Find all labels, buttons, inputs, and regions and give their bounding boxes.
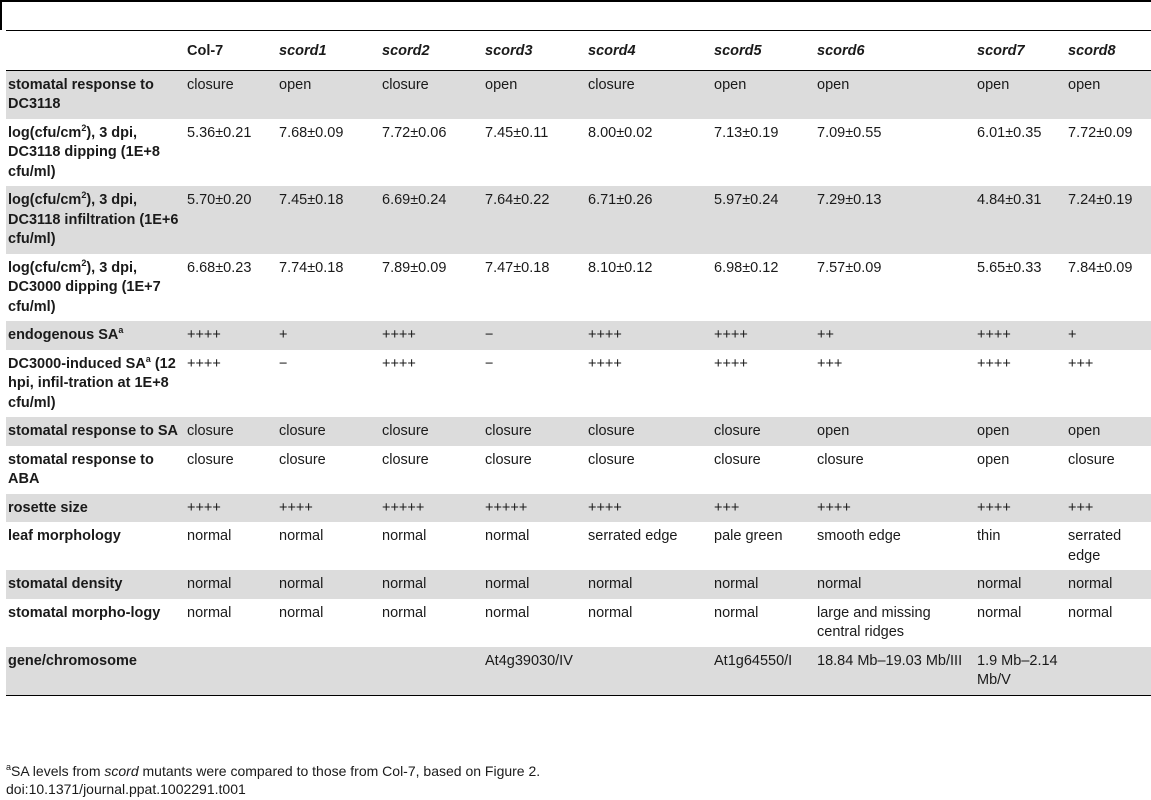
table-cell: ++++	[184, 321, 276, 350]
table-cell: 7.13±0.19	[714, 124, 779, 141]
table-cell: normal	[711, 570, 814, 599]
corner-header	[6, 31, 184, 70]
table-cell: 7.89±0.09	[382, 259, 447, 276]
table-header-row	[6, 31, 1151, 70]
table-cell: closure	[1068, 451, 1115, 468]
table-cell: normal	[585, 570, 711, 599]
table-cell: ++++	[187, 355, 221, 372]
table-cell: 7.72±0.06	[382, 124, 447, 141]
table-cell: normal	[382, 604, 427, 621]
row-label: stomatal response to ABA	[8, 451, 154, 487]
table-cell: normal	[279, 604, 324, 621]
table-cell: ++	[814, 321, 974, 350]
table-cell: pale green	[714, 528, 783, 544]
table-cell: 7.47±0.18	[485, 259, 550, 276]
table-cell: ++++	[714, 355, 748, 372]
table-row	[6, 119, 1151, 187]
table-cell: closure	[382, 451, 429, 468]
table-cell: closure	[588, 451, 635, 468]
column-header-scord3: scord3	[485, 43, 533, 59]
table-cell: closure	[187, 451, 234, 468]
table-cell: open	[1065, 70, 1151, 119]
table-body	[6, 70, 1151, 695]
table-row	[6, 570, 1151, 599]
column-header-col-7: Col-7	[187, 43, 224, 59]
column-header-scord2: scord2	[382, 43, 430, 59]
table-cell: normal	[482, 570, 585, 599]
table-cell: 7.64±0.22	[482, 186, 585, 254]
table-cell	[184, 647, 276, 696]
table-row	[6, 321, 1151, 350]
table-cell: serrated edge	[588, 528, 678, 544]
table-cell: closure	[184, 70, 276, 119]
table-cell: normal	[714, 604, 759, 621]
table-cell: normal	[187, 604, 232, 621]
table-row	[6, 522, 1151, 570]
table-cell: closure	[379, 417, 482, 446]
table-cell: 1.9 Mb–2.14 Mb/V	[974, 647, 1065, 696]
table-cell: 8.10±0.12	[588, 259, 653, 276]
table-row	[6, 350, 1151, 418]
table-cell: 7.24±0.19	[1065, 186, 1151, 254]
table-cell: normal	[382, 528, 427, 544]
table-cell: normal	[814, 570, 974, 599]
table-row	[6, 70, 1151, 119]
column-header-scord1: scord1	[279, 43, 327, 59]
table-cell: closure	[585, 417, 711, 446]
table-cell: 4.84±0.31	[974, 186, 1065, 254]
table-cell: ++++	[276, 494, 379, 523]
table-cell: closure	[184, 417, 276, 446]
column-header-scord4: scord4	[588, 43, 636, 59]
table-cell: −	[279, 355, 288, 372]
table-cell: open	[1065, 417, 1151, 446]
row-label: leaf morphology	[8, 528, 121, 544]
table-cell: closure	[817, 451, 864, 468]
table-cell: normal	[279, 528, 324, 544]
table-cell: normal	[379, 570, 482, 599]
table-cell: 18.84 Mb–19.03 Mb/III	[814, 647, 974, 696]
table-cell: ++++	[977, 355, 1011, 372]
table-cell: 7.74±0.18	[279, 259, 344, 276]
footnote-text-before: SA levels from	[11, 763, 105, 779]
table-cell: 7.29±0.13	[814, 186, 974, 254]
table-cell: closure	[482, 417, 585, 446]
table-cell: 8.00±0.02	[588, 124, 653, 141]
row-label: stomatal density	[6, 570, 184, 599]
table-cell: thin	[977, 528, 1001, 544]
table-cell: ++++	[382, 355, 416, 372]
table-left-rule	[0, 0, 2, 30]
table-cell: At4g39030/IV	[482, 647, 585, 696]
table-cell: 6.69±0.24	[379, 186, 482, 254]
footnote-text-italic: scord	[104, 763, 139, 779]
table-row	[6, 186, 1151, 254]
table-cell: ++++	[974, 321, 1065, 350]
table-cell: ++++	[585, 494, 711, 523]
table-cell: ++++	[711, 321, 814, 350]
row-label: stomatal morpho-logy	[8, 604, 161, 621]
column-header-scord7: scord7	[977, 43, 1025, 59]
table-cell: 5.97±0.24	[711, 186, 814, 254]
table-cell: closure	[276, 417, 379, 446]
table-footnote	[6, 763, 540, 779]
table-cell: closure	[485, 451, 532, 468]
table-cell: +++	[817, 355, 843, 372]
table-cell: ++++	[184, 494, 276, 523]
table-cell: serrated edge	[1068, 528, 1122, 564]
table-cell: closure	[711, 417, 814, 446]
row-label: gene/chromosome	[6, 647, 184, 696]
table-cell: normal	[1065, 570, 1151, 599]
table-cell: normal	[974, 570, 1065, 599]
footnote-marker: a	[6, 762, 12, 772]
results-table	[6, 31, 1151, 696]
table-cell: −	[485, 355, 494, 372]
row-label: $\log(cfu/cm^2)$, 3 dpi, DC3000 dipping (1E+7 cfu/ml)	[8, 257, 161, 315]
doi-label: doi:10.1371/journal.ppat.1002291.t001	[6, 781, 246, 797]
table-cell: open	[814, 417, 974, 446]
table-cell: normal	[977, 604, 1022, 621]
table-cell: normal	[187, 528, 232, 544]
table-cell	[276, 647, 379, 696]
table-cell: 5.65±0.33	[977, 259, 1042, 276]
table-cell: +++	[711, 494, 814, 523]
row-label: rosette size	[6, 494, 184, 523]
table-cell: +++++	[379, 494, 482, 523]
table-cell: 7.57±0.09	[817, 259, 882, 276]
table-cell: 7.72±0.09	[1068, 124, 1133, 141]
table-row	[6, 494, 1151, 523]
table-cell: normal	[485, 604, 530, 621]
table-cell: At1g64550/I	[711, 647, 814, 696]
table-cell: ++++	[974, 494, 1065, 523]
row-label: DC3000-induced $SA^a$ (12 hpi, infil-tration at 1E+8 cfu/ml)	[8, 353, 176, 411]
table-top-rule	[0, 0, 1151, 2]
table-cell: normal	[276, 570, 379, 599]
table-cell	[1065, 647, 1151, 696]
table-cell: open	[974, 417, 1065, 446]
table-cell: 7.68±0.09	[279, 124, 344, 141]
table-cell: 7.45±0.18	[276, 186, 379, 254]
table-cell: +++	[1068, 355, 1094, 372]
table-cell: normal	[485, 528, 530, 544]
table-cell: ++++	[588, 355, 622, 372]
table-cell: ++++	[585, 321, 711, 350]
table-row	[6, 417, 1151, 446]
table-cell: open	[711, 70, 814, 119]
table-cell: 5.36±0.21	[187, 124, 252, 141]
row-label: endogenous $SA^a$	[6, 321, 184, 350]
table-cell: closure	[714, 451, 761, 468]
table-row	[6, 254, 1151, 322]
footnote-text-after: mutants were compared to those from Col-7, based on Figure 2.	[138, 763, 541, 779]
table-cell: open	[276, 70, 379, 119]
table-cell: open	[814, 70, 974, 119]
table-cell: 6.68±0.23	[187, 259, 252, 276]
table-cell: 6.98±0.12	[714, 259, 779, 276]
table-cell: normal	[1068, 604, 1113, 621]
table-cell: 5.70±0.20	[184, 186, 276, 254]
table-cell: normal	[184, 570, 276, 599]
table-cell: open	[977, 451, 1010, 468]
table-cell: +	[1065, 321, 1151, 350]
row-label: $\log(cfu/cm^2)$, 3 dpi, DC3118 infiltration (1E+6 cfu/ml)	[6, 186, 184, 254]
table-cell: 7.45±0.11	[485, 124, 549, 141]
table-cell: closure	[279, 451, 326, 468]
table-cell: closure	[379, 70, 482, 119]
table-cell: +	[276, 321, 379, 350]
table-cell: ++++	[814, 494, 974, 523]
table-row	[6, 446, 1151, 494]
table-cell: 6.71±0.26	[585, 186, 711, 254]
table-cell	[379, 647, 482, 696]
table-cell: ++++	[379, 321, 482, 350]
column-header-scord8: scord8	[1068, 43, 1116, 59]
column-header-scord5: scord5	[714, 43, 762, 59]
table-cell: closure	[585, 70, 711, 119]
table-cell: 7.09±0.55	[817, 124, 882, 141]
table-cell	[585, 647, 711, 696]
table-cell: +++++	[482, 494, 585, 523]
row-label: stomatal response to SA	[6, 417, 184, 446]
table-cell: smooth edge	[817, 528, 901, 544]
table-row	[6, 647, 1151, 696]
table-cell: 7.84±0.09	[1068, 259, 1133, 276]
row-label: $\log(cfu/cm^2)$, 3 dpi, DC3118 dipping (1E+8 cfu/ml)	[8, 122, 160, 180]
table-cell: large and missing central ridges	[817, 604, 931, 640]
table-cell: −	[482, 321, 585, 350]
row-label: stomatal response to DC3118	[6, 70, 184, 119]
table-cell: open	[482, 70, 585, 119]
table-cell: open	[974, 70, 1065, 119]
table-cell: 6.01±0.35	[977, 124, 1042, 141]
table-row	[6, 599, 1151, 647]
column-header-scord6: scord6	[817, 43, 865, 59]
table-cell: +++	[1065, 494, 1151, 523]
table-cell: normal	[588, 604, 633, 621]
